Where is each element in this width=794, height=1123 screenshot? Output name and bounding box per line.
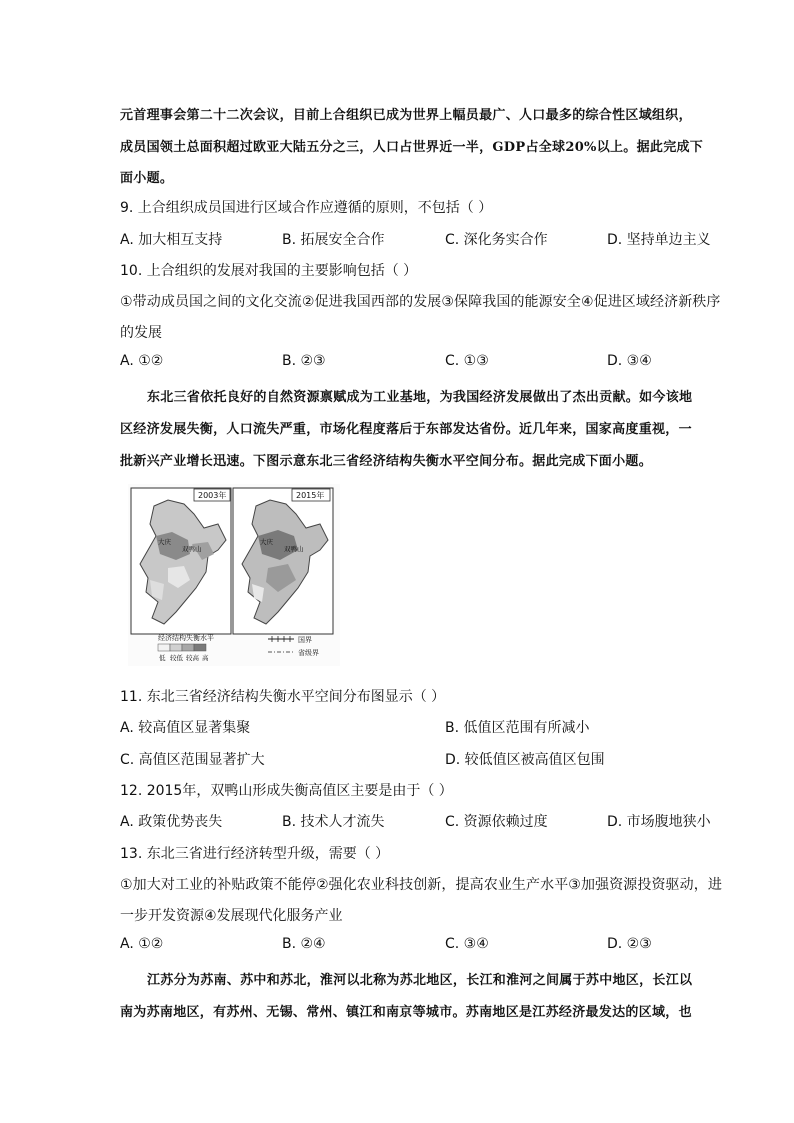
legend-swatch-high [194,644,206,651]
question-9-option-d: D. 坚持单边主义 [607,232,711,248]
legend-label-high: 高 [202,654,209,662]
passage2-line-1: 东北三省依托良好的自然资源禀赋成为工业基地，为我国经济发展做出了杰出贡献。如今该地 [147,390,693,405]
question-9-option-b: B. 拓展安全合作 [282,232,385,248]
question-9-option-a: A. 加大相互支持 [120,232,223,248]
question-13-statement-line-1: ①加大对工业的补贴政策不能停②强化农业科技创新，提高农业生产水平③加强资源投资驱动，进 [120,877,722,893]
question-13-stem: 13. 东北三省进行经济转型升级，需要（ ） [120,846,390,862]
question-12-option-a: A. 政策优势丧失 [120,814,223,830]
question-10-option-a: A. ①② [120,353,164,369]
legend-national-border: 国界 [298,636,312,644]
map-panel-2015 [233,488,333,634]
question-10-option-d: D. ③④ [607,353,652,369]
question-11-option-a: A. 较高值区显著集聚 [120,720,251,736]
question-13-option-c: C. ③④ [445,936,489,952]
legend-swatch-higher [182,644,194,651]
question-13-option-a: A. ①② [120,936,164,952]
question-9-stem: 9. 上合组织成员国进行区域合作应遵循的原则，不包括（ ） [120,200,493,216]
passage1-line-1: 元首理事会第二十二次会议，目前上合组织已成为世界上幅员最广、人口最多的综合性区域组织， [120,108,692,123]
question-10-statement-line-2: 的发展 [120,325,162,341]
question-13-option-b: B. ②④ [282,936,326,952]
passage2-line-2: 区经济发展失衡，人口流失严重，市场化程度落后于东部发达省份。近几年来，国家高度重视，一 [120,422,692,437]
year-label-2003: 2003年 [198,491,227,500]
question-10-statement-line-1: ①带动成员国之间的文化交流②促进我国西部的发展③保障我国的能源安全④促进区域经济新秩序 [120,294,721,310]
city-label-shuangyashan-2003: 双鸭山 [182,545,202,553]
legend-label-higher: 较高 [186,654,199,662]
question-11-option-c: C. 高值区范围显著扩大 [120,752,265,768]
question-12-stem: 12. 2015年，双鸭山形成失衡高值区主要是由于（ ） [120,783,453,799]
question-12-option-c: C. 资源依赖过度 [445,814,548,830]
city-label-daqing-2015: 大庆 [260,538,273,546]
city-label-daqing-2003: 大庆 [158,538,171,546]
passage1-line-3: 面小题。 [120,171,174,186]
legend-swatch-low [158,644,170,651]
question-11-option-b: B. 低值区范围有所减小 [445,720,590,736]
question-11-option-d: D. 较低值区被高值区包围 [445,752,605,768]
map-panel-2003 [131,488,231,634]
city-label-shuangyashan-2015: 双鸭山 [284,545,304,553]
passage3-line-2: 南为苏南地区，有苏州、无锡、常州、镇江和南京等城市。苏南地区是江苏经济最发达的区域，也 [120,1005,692,1020]
legend-provincial-border: 省级界 [298,649,319,657]
question-12-option-b: B. 技术人才流失 [282,814,385,830]
passage3-line-1: 江苏分为苏南、苏中和苏北，淮河以北称为苏北地区，长江和淮河之间属于苏中地区，长江以 [147,973,693,988]
question-12-option-d: D. 市场腹地狭小 [607,814,711,830]
question-11-stem: 11. 东北三省经济结构失衡水平空间分布图显示（ ） [120,689,446,705]
question-9-option-c: C. 深化务实合作 [445,232,548,248]
legend-label-low: 低 [159,654,166,662]
question-10-option-c: C. ①③ [445,353,489,369]
legend-label-lower: 较低 [170,654,183,662]
question-10-option-b: B. ②③ [282,353,326,369]
legend-swatch-lower [170,644,182,651]
passage2-line-3: 批新兴产业增长迅速。下图示意东北三省经济结构失衡水平空间分布。据此完成下面小题。 [120,454,653,469]
question-13-option-d: D. ②③ [607,936,652,952]
question-10-stem: 10. 上合组织的发展对我国的主要影响包括（ ） [120,263,418,279]
question-13-statement-line-2: 一步开发资源④发展现代化服务产业 [120,908,343,924]
year-label-2015: 2015年 [296,491,325,500]
economic-imbalance-map-figure [128,484,340,666]
passage1-line-2: 成员国领土总面积超过欧亚大陆五分之三，人口占世界近一半，GDP占全球20%以上。据此完成下 [120,140,704,155]
legend-title: 经济结构失衡水平 [158,634,214,642]
